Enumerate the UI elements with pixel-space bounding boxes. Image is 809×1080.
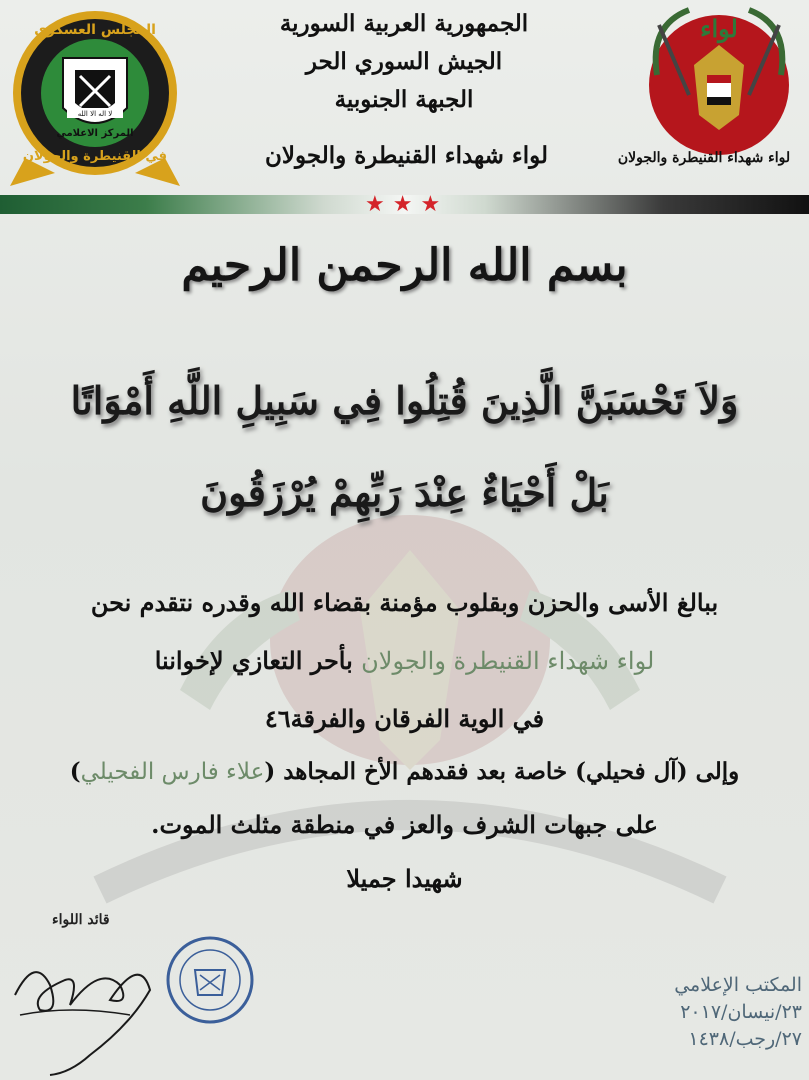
condolence-line-3: في الوية الفرقان والفرقة٤٦ xyxy=(264,704,545,733)
commander-title: قائد اللواء xyxy=(52,912,110,928)
condolence-line-4 xyxy=(0,758,809,785)
left-logo-top-text: المجلس العسكري xyxy=(34,22,156,38)
header-army: الجيش السوري الحر xyxy=(305,48,503,75)
left-logo-bottom-text: في القنيطرة والجولان xyxy=(22,149,168,164)
flag-stars: ★★★ xyxy=(365,192,449,217)
left-logo-middle-text: المركز الاعلامي xyxy=(56,128,134,139)
condolence-line-5: على جبهات الشرف والعز في منطقة مثلث الموت. xyxy=(151,810,658,839)
basmala: بسم الله الرحمن الرحيم xyxy=(181,240,628,291)
condolence-line-4-b: ) xyxy=(69,758,81,785)
martyr-name-highlight: علاء فارس الفحيلي xyxy=(80,759,265,785)
media-office-block xyxy=(632,972,802,1053)
left-logo-shield-text: لا اله الا الله xyxy=(77,110,113,118)
condolence-line-1: ببالغ الأسى والحزن وبقلوب مؤمنة بقضاء الله وقدره نتقدم نحن xyxy=(90,588,719,617)
header-brigade: لواء شهداء القنيطرة والجولان xyxy=(264,142,549,169)
brigade-logo xyxy=(619,5,799,165)
brigade-name-highlight: لواء شهداء القنيطرة والجولان xyxy=(361,647,655,675)
hijri-date: ٢٧/رجب/١٤٣٨ xyxy=(688,1028,802,1050)
watermark-emblem xyxy=(60,490,760,910)
commander-signature-stamp xyxy=(10,935,290,1080)
right-logo-emblem-text: لواء xyxy=(700,14,738,43)
header-front: الجبهة الجنوبية xyxy=(334,86,474,113)
condolence-line-6: شهيدا جميلا xyxy=(346,864,463,893)
brigade-logo-caption: لواء شهداء القنيطرة والجولان xyxy=(617,150,791,166)
condolence-line-4-a: وإلى (آل فحيلي) خاصة بعد فقدهم الأخ المجاهد ( xyxy=(264,758,740,785)
media-office-name: المكتب الإعلامي xyxy=(674,974,802,996)
gregorian-date: ٢٣/نيسان/٢٠١٧ xyxy=(680,1001,802,1023)
header-country: الجمهورية العربية السورية xyxy=(279,10,529,37)
verse-line-1: وَلاَ تَحْسَبَنَّ الَّذِينَ قُتِلُوا فِي سَبِيلِ اللَّهِ أَمْوَاتًا xyxy=(70,378,739,423)
condolence-line-2-rest: بأحر التعازي لإخواننا xyxy=(154,646,353,675)
condolence-line-2 xyxy=(0,646,809,675)
verse-line-2: بَلْ أَحْيَاءٌ عِنْدَ رَبِّهِمْ يُرْزَقُونَ xyxy=(200,470,609,515)
military-council-logo xyxy=(5,8,185,188)
